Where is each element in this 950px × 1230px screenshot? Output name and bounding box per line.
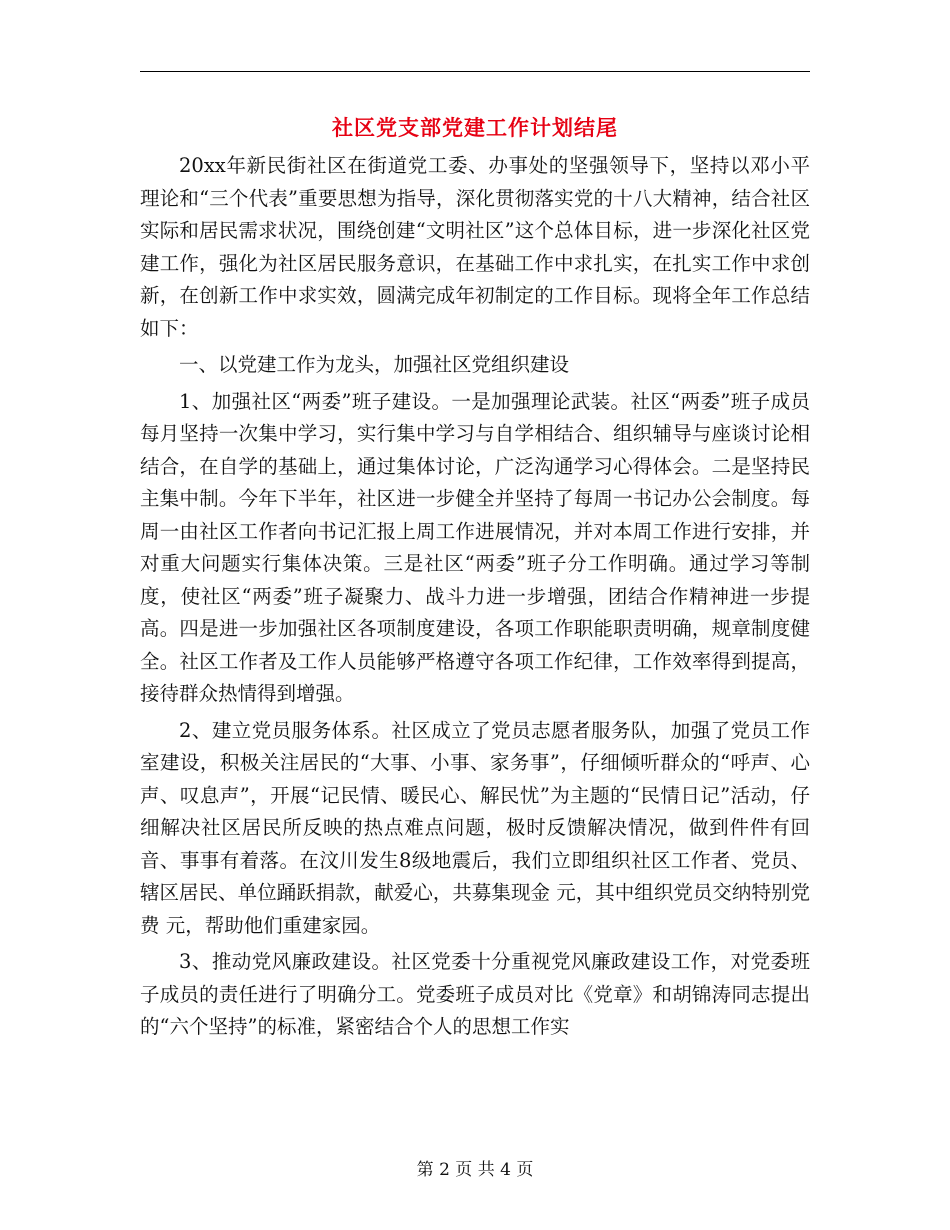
document-title: 社区党支部党建工作计划结尾 <box>332 116 618 140</box>
header-rule <box>140 71 810 72</box>
page-number: 第 2 页 共 4 页 <box>416 1160 534 1180</box>
document-body <box>140 150 810 1048</box>
paragraph-item-1: 1、加强社区“两委”班子建设。一是加强理论武装。社区“两委”班子成员每月坚持一次集中学习，实行集中学习与自学相结合、组织辅导与座谈讨论相结合，在自学的基础上，通过集体讨论，广泛沟通学习心得体会。二是坚持民主集中制。今年下半年，社区进一步健全并坚持了每周一书记办公会制度。每周一由社区工作者向书记汇报上周工作进展情况，并对本周工作进行安排，并对重大问题实行集体决策。三是社区“两委”班子分工作明确。通过学习等制度，使社区“两委”班子凝聚力、战斗力进一步增强，团结合作精神进一步提高。四是进一步加强社区各项制度建设，各项工作职能职责明确，规章制度健全。社区工作者及工作人员能够严格遵守各项工作纪律，工作效率得到提高，接待群众热情得到增强。 <box>140 389 810 705</box>
section-heading: 一、以党建工作为龙头，加强社区党组织建设 <box>179 353 570 376</box>
paragraph-intro: 20xx年新民街社区在街道党工委、办事处的坚强领导下，坚持以邓小平理论和“三个代表”重要思想为指导，深化贯彻落实党的十八大精神，结合社区实际和居民需求状况，围绕创建“文明社区”这个总体目标，进一步深化社区党建工作，强化为社区居民服务意识，在基础工作中求扎实，在扎实工作中求创新，在创新工作中求实效，圆满完成年初制定的工作目标。现将全年工作总结如下： <box>140 154 810 340</box>
paragraph-item-2: 2、建立党员服务体系。社区成立了党员志愿者服务队，加强了党员工作室建设，积极关注居民的“大事、小事、家务事”，仔细倾听群众的“呼声、心声、叹息声”，开展“记民情、暖民心、解民忧”为主题的“民情日记”活动，仔细解决社区居民所反映的热点难点问题，极时反馈解决情况，做到件件有回音、事事有着落。在汶川发生8级地震后，我们立即组织社区工作者、党员、辖区居民、单位踊跃捐款，献爱心，共募集现金 元，其中组织党员交纳特别党费 元，帮助他们重建家园。 <box>140 718 810 937</box>
paragraph-item-3: 3、推动党风廉政建设。社区党委十分重视党风廉政建设工作，对党委班子成员的责任进行了明确分工。党委班子成员对比《党章》和胡锦涛同志提出的“六个坚持”的标准，紧密结合个人的思想工作实 <box>140 950 810 1038</box>
